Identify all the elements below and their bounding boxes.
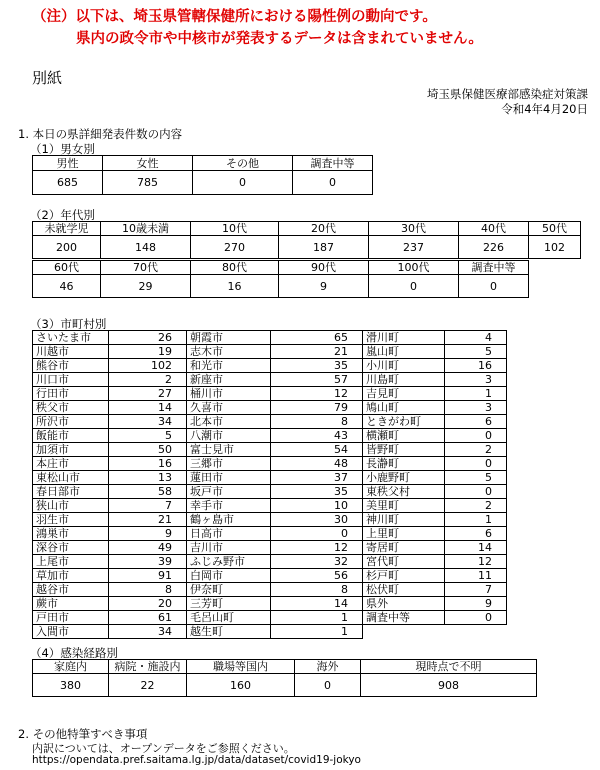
municipality-name: 幸手市 xyxy=(187,499,271,513)
municipality-count: 35 xyxy=(271,359,363,373)
municipality-name: 県外 xyxy=(363,597,445,611)
age-value: 29 xyxy=(101,275,191,298)
municipality-count: 1 xyxy=(271,625,363,639)
municipality-count: 91 xyxy=(109,569,187,583)
municipality-name: 久喜市 xyxy=(187,401,271,415)
municipality-name: 鴻巣市 xyxy=(33,527,109,541)
municipality-count: 6 xyxy=(445,415,507,429)
age-header: 未就学児 xyxy=(33,222,101,236)
municipality-count: 0 xyxy=(445,485,507,499)
gender-value: 685 xyxy=(33,171,103,195)
route-value: 0 xyxy=(295,674,361,697)
table-row xyxy=(33,401,507,415)
municipality-count: 58 xyxy=(109,485,187,499)
report-date: 令和4年4月20日 xyxy=(501,102,588,116)
municipality-name: 上里町 xyxy=(363,527,445,541)
open-data-note: 内訳については、オープンデータをご参照ください。 xyxy=(32,742,295,755)
municipality-count: 14 xyxy=(109,401,187,415)
municipality-count: 5 xyxy=(445,471,507,485)
age-value: 102 xyxy=(529,236,581,259)
municipality-name: 皆野町 xyxy=(363,443,445,457)
age-value: 9 xyxy=(279,275,369,298)
municipality-count: 20 xyxy=(109,597,187,611)
municipality-count: 3 xyxy=(445,401,507,415)
table-row xyxy=(33,569,507,583)
municipality-name: 調査中等 xyxy=(363,611,445,625)
municipality-count: 2 xyxy=(445,499,507,513)
gender-header: 女性 xyxy=(103,156,193,171)
municipality-name: 飯能市 xyxy=(33,429,109,443)
table-row xyxy=(33,261,529,275)
municipality-count: 8 xyxy=(109,583,187,597)
municipality-name: 蓮田市 xyxy=(187,471,271,485)
gender-value: 785 xyxy=(103,171,193,195)
municipality-count: 102 xyxy=(109,359,187,373)
municipality-count: 6 xyxy=(445,527,507,541)
municipality-name: 本庄市 xyxy=(33,457,109,471)
municipality-name: 三郷市 xyxy=(187,457,271,471)
municipality-name: 寄居町 xyxy=(363,541,445,555)
route-header: 職場等国内 xyxy=(187,660,295,674)
table-row xyxy=(33,485,507,499)
municipality-count: 4 xyxy=(445,331,507,345)
municipality-name xyxy=(363,625,445,639)
municipality-count: 2 xyxy=(109,373,187,387)
table-row xyxy=(33,583,507,597)
municipality-name: 越谷市 xyxy=(33,583,109,597)
age-value: 200 xyxy=(33,236,101,259)
age-header: 90代 xyxy=(279,261,369,275)
municipality-count: 21 xyxy=(271,345,363,359)
table-row xyxy=(33,457,507,471)
municipality-name: 行田市 xyxy=(33,387,109,401)
gender-value: 0 xyxy=(293,171,373,195)
municipality-count: 0 xyxy=(445,429,507,443)
municipality-name: 三芳町 xyxy=(187,597,271,611)
municipality-count: 1 xyxy=(271,611,363,625)
municipality-count xyxy=(445,625,507,639)
municipality-name: 熊谷市 xyxy=(33,359,109,373)
municipality-count: 10 xyxy=(271,499,363,513)
municipality-count: 12 xyxy=(445,555,507,569)
municipality-name: 杉戸町 xyxy=(363,569,445,583)
age-header: 20代 xyxy=(279,222,369,236)
municipality-name: 神川町 xyxy=(363,513,445,527)
municipality-count: 79 xyxy=(271,401,363,415)
table-row xyxy=(33,513,507,527)
municipality-count: 35 xyxy=(271,485,363,499)
municipality-count: 0 xyxy=(445,457,507,471)
municipality-name: 坂戸市 xyxy=(187,485,271,499)
municipality-count: 32 xyxy=(271,555,363,569)
age-header: 10代 xyxy=(191,222,279,236)
municipality-name: 東秩父村 xyxy=(363,485,445,499)
table-row xyxy=(33,373,507,387)
municipality-count: 7 xyxy=(445,583,507,597)
municipality-name: 草加市 xyxy=(33,569,109,583)
municipality-count: 12 xyxy=(271,387,363,401)
table-row xyxy=(33,359,507,373)
municipality-name: 狭山市 xyxy=(33,499,109,513)
municipality-count: 13 xyxy=(109,471,187,485)
municipality-name: 上尾市 xyxy=(33,555,109,569)
table-row xyxy=(33,171,373,195)
route-header: 病院・施設内 xyxy=(109,660,187,674)
table-row xyxy=(33,611,507,625)
municipality-count: 14 xyxy=(271,597,363,611)
municipality-count: 57 xyxy=(271,373,363,387)
municipality-count: 11 xyxy=(445,569,507,583)
age-header: 60代 xyxy=(33,261,101,275)
municipality-count: 3 xyxy=(445,373,507,387)
municipality-name: 和光市 xyxy=(187,359,271,373)
section-2-title: 2. その他特筆すべき事項 xyxy=(18,727,148,741)
municipality-name: ときがわ町 xyxy=(363,415,445,429)
table-row xyxy=(33,499,507,513)
open-data-url[interactable]: https://opendata.pref.saitama.lg.jp/data/dataset/covid19-jokyo xyxy=(32,754,361,766)
gender-header: 調査中等 xyxy=(293,156,373,171)
municipality-name: 美里町 xyxy=(363,499,445,513)
municipality-name: 白岡市 xyxy=(187,569,271,583)
route-value: 22 xyxy=(109,674,187,697)
municipality-count: 21 xyxy=(109,513,187,527)
municipality-name: 日高市 xyxy=(187,527,271,541)
municipality-count: 16 xyxy=(445,359,507,373)
municipality-count: 56 xyxy=(271,569,363,583)
table-row xyxy=(33,527,507,541)
age-value: 226 xyxy=(459,236,529,259)
attachment-label: 別紙 xyxy=(32,69,63,87)
municipality-count: 50 xyxy=(109,443,187,457)
route-header: 家庭内 xyxy=(33,660,109,674)
municipality-count: 0 xyxy=(445,611,507,625)
municipality-count: 9 xyxy=(445,597,507,611)
age-header: 100代 xyxy=(369,261,459,275)
route-section-title: （4）感染経路別 xyxy=(30,646,118,660)
municipality-count: 34 xyxy=(109,625,187,639)
age-value: 16 xyxy=(191,275,279,298)
gender-header: その他 xyxy=(193,156,293,171)
municipality-name: 長瀞町 xyxy=(363,457,445,471)
municipality-name: 朝霞市 xyxy=(187,331,271,345)
municipality-name: 吉川市 xyxy=(187,541,271,555)
municipality-name: 鳩山町 xyxy=(363,401,445,415)
municipality-name: 宮代町 xyxy=(363,555,445,569)
age-value: 148 xyxy=(101,236,191,259)
municipality-count: 30 xyxy=(271,513,363,527)
municipality-table xyxy=(32,330,507,639)
municipality-name: 羽生市 xyxy=(33,513,109,527)
table-row xyxy=(33,275,529,298)
municipality-count: 26 xyxy=(109,331,187,345)
age-value: 46 xyxy=(33,275,101,298)
municipality-name: 伊奈町 xyxy=(187,583,271,597)
gender-value: 0 xyxy=(193,171,293,195)
table-row xyxy=(33,443,507,457)
age-value: 0 xyxy=(459,275,529,298)
municipality-count: 19 xyxy=(109,345,187,359)
municipality-count: 61 xyxy=(109,611,187,625)
route-header: 海外 xyxy=(295,660,361,674)
municipality-name: 嵐山町 xyxy=(363,345,445,359)
municipality-count: 7 xyxy=(109,499,187,513)
municipality-name: 富士見市 xyxy=(187,443,271,457)
municipality-name: 小川町 xyxy=(363,359,445,373)
municipality-section-title: （3）市町村別 xyxy=(30,317,107,331)
municipality-name: 加須市 xyxy=(33,443,109,457)
municipality-count: 1 xyxy=(445,513,507,527)
age-value: 0 xyxy=(369,275,459,298)
municipality-count: 0 xyxy=(271,527,363,541)
municipality-name: 川越市 xyxy=(33,345,109,359)
municipality-count: 1 xyxy=(445,387,507,401)
municipality-count: 8 xyxy=(271,583,363,597)
municipality-count: 54 xyxy=(271,443,363,457)
table-row xyxy=(33,660,537,674)
municipality-name: 川島町 xyxy=(363,373,445,387)
table-row xyxy=(33,471,507,485)
table-row xyxy=(33,429,507,443)
age-header: 30代 xyxy=(369,222,459,236)
municipality-count: 49 xyxy=(109,541,187,555)
table-row xyxy=(33,331,507,345)
municipality-count: 48 xyxy=(271,457,363,471)
municipality-count: 12 xyxy=(271,541,363,555)
route-value: 908 xyxy=(361,674,537,697)
table-row xyxy=(33,415,507,429)
gender-header: 男性 xyxy=(33,156,103,171)
age-header: 10歳未満 xyxy=(101,222,191,236)
age-header: 調査中等 xyxy=(459,261,529,275)
municipality-name: 入間市 xyxy=(33,625,109,639)
municipality-name: 毛呂山町 xyxy=(187,611,271,625)
municipality-count: 5 xyxy=(109,429,187,443)
municipality-name: 滑川町 xyxy=(363,331,445,345)
municipality-name: 秩父市 xyxy=(33,401,109,415)
municipality-name: 戸田市 xyxy=(33,611,109,625)
municipality-count: 37 xyxy=(271,471,363,485)
table-row xyxy=(33,555,507,569)
municipality-name: ふじみ野市 xyxy=(187,555,271,569)
age-value: 270 xyxy=(191,236,279,259)
route-table xyxy=(32,659,537,697)
route-value: 380 xyxy=(33,674,109,697)
table-row xyxy=(33,156,373,171)
gender-section-title: （1）男女別 xyxy=(30,142,95,156)
municipality-count: 39 xyxy=(109,555,187,569)
route-value: 160 xyxy=(187,674,295,697)
municipality-name: 桶川市 xyxy=(187,387,271,401)
age-header: 50代 xyxy=(529,222,581,236)
municipality-name: さいたま市 xyxy=(33,331,109,345)
municipality-name: 越生町 xyxy=(187,625,271,639)
municipality-count: 5 xyxy=(445,345,507,359)
table-row xyxy=(33,222,581,236)
table-row xyxy=(33,345,507,359)
municipality-count: 34 xyxy=(109,415,187,429)
age-header: 70代 xyxy=(101,261,191,275)
municipality-name: 吉見町 xyxy=(363,387,445,401)
municipality-name: 小鹿野町 xyxy=(363,471,445,485)
age-value: 187 xyxy=(279,236,369,259)
age-header: 80代 xyxy=(191,261,279,275)
municipality-name: 北本市 xyxy=(187,415,271,429)
municipality-count: 9 xyxy=(109,527,187,541)
section-1-title: 1. 本日の県詳細発表件数の内容 xyxy=(18,127,183,141)
municipality-count: 2 xyxy=(445,443,507,457)
municipality-name: 松伏町 xyxy=(363,583,445,597)
table-row xyxy=(33,236,581,259)
notice-line-2: 県内の政令市や中核市が発表するデータは含まれていません。 xyxy=(76,31,483,47)
age-value: 237 xyxy=(369,236,459,259)
municipality-count: 65 xyxy=(271,331,363,345)
notice-line-1: （注）以下は、埼玉県管轄保健所における陽性例の動向です。 xyxy=(32,9,437,25)
municipality-name: 鶴ヶ島市 xyxy=(187,513,271,527)
municipality-count: 14 xyxy=(445,541,507,555)
table-row xyxy=(33,541,507,555)
table-row xyxy=(33,387,507,401)
municipality-name: 東松山市 xyxy=(33,471,109,485)
gender-table xyxy=(32,155,373,195)
table-row xyxy=(33,625,507,639)
municipality-count: 43 xyxy=(271,429,363,443)
department-name: 埼玉県保健医療部感染症対策課 xyxy=(427,87,588,101)
municipality-name: 所沢市 xyxy=(33,415,109,429)
table-row xyxy=(33,674,537,697)
municipality-count: 27 xyxy=(109,387,187,401)
municipality-name: 志木市 xyxy=(187,345,271,359)
municipality-name: 深谷市 xyxy=(33,541,109,555)
municipality-name: 横瀬町 xyxy=(363,429,445,443)
age-table-1 xyxy=(32,221,581,259)
age-header: 40代 xyxy=(459,222,529,236)
municipality-name: 新座市 xyxy=(187,373,271,387)
age-table-2 xyxy=(32,260,529,298)
table-row xyxy=(33,597,507,611)
municipality-count: 16 xyxy=(109,457,187,471)
route-header: 現時点で不明 xyxy=(361,660,537,674)
municipality-name: 春日部市 xyxy=(33,485,109,499)
municipality-name: 川口市 xyxy=(33,373,109,387)
municipality-name: 八潮市 xyxy=(187,429,271,443)
municipality-count: 8 xyxy=(271,415,363,429)
age-section-title: （2）年代別 xyxy=(30,208,95,222)
municipality-name: 蕨市 xyxy=(33,597,109,611)
